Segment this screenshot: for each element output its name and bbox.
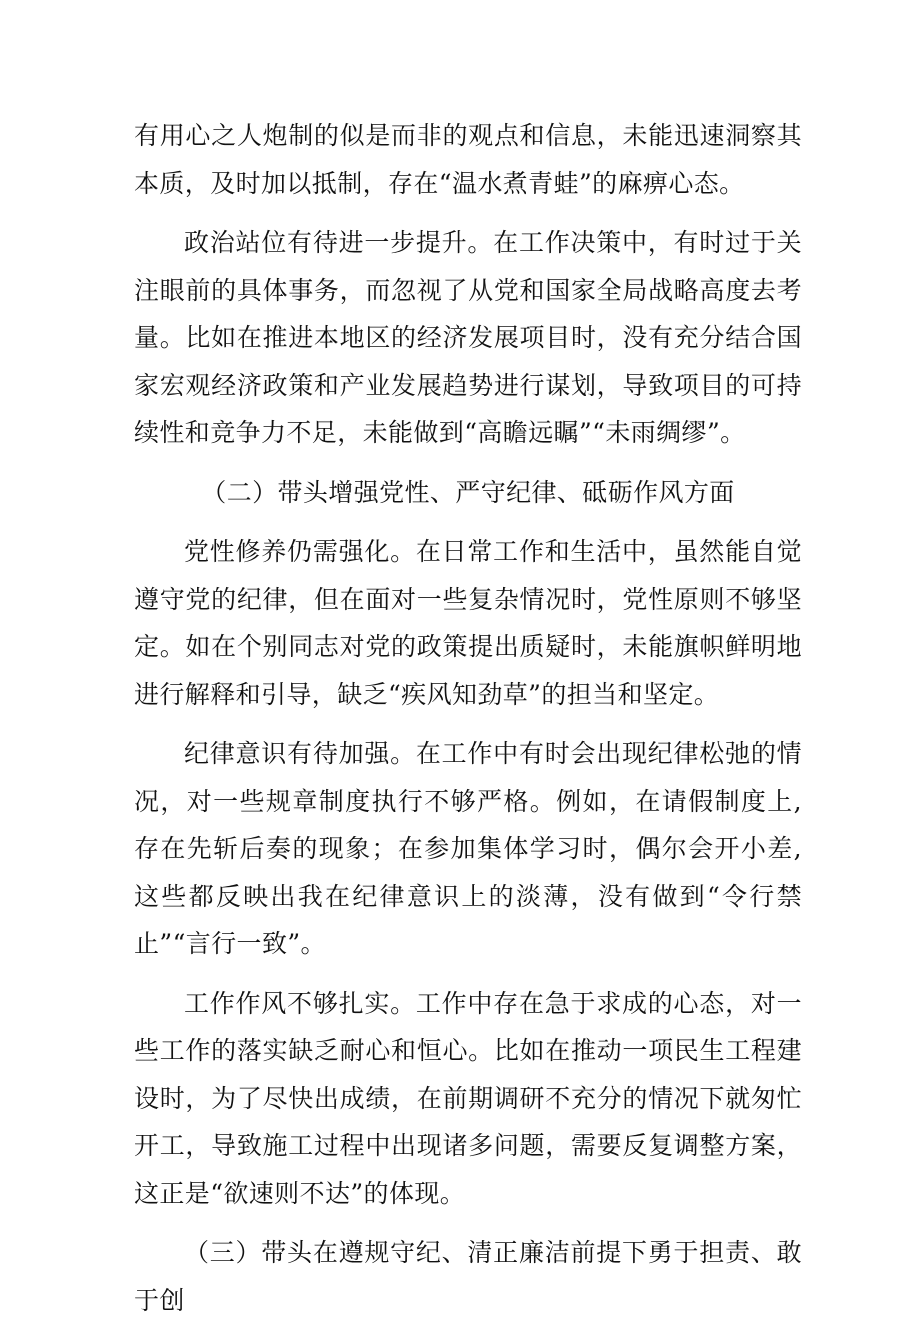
paragraph-party-spirit: 党性修养仍需强化。在日常工作和生活中，虽然能自觉遵守党的纪律，但在面对一些复杂情况时，党性原则不够坚定。如在个别同志对党的政策提出质疑时，未能旗帜鲜明地进行解释和引导，缺乏“疾风知劲草”的担当和坚定。 (134, 537, 802, 709)
document-body (134, 112, 802, 1324)
paragraph-discipline: 纪律意识有待加强。在工作中有时会出现纪律松弛的情况，对一些规章制度执行不够严格。例如，在请假制度上,存在先斩后奏的现象；在参加集体学习时，偶尔会开小差,这些都反映出我在纪律意识上的淡薄，没有做到“令行禁止”“言行一致”。 (134, 739, 802, 958)
paragraph-work-style: 工作作风不够扎实。工作中存在急于求成的心态，对一些工作的落实缺乏耐心和恒心。比如在推动一项民生工程建设时，为了尽快出成绩，在前期调研不充分的情况下就匆忙开工，导致施工过程中出现诸多问题，需要反复调整方案，这正是“欲速则不达”的体现。 (134, 988, 802, 1208)
paragraph-continuation: 有用心之人炮制的似是而非的观点和信息，未能迅速洞察其本质，及时加以抵制，存在“温水煮青蛙”的麻痹心态。 (134, 121, 802, 198)
section-heading-two: （二）带头增强党性、严守纪律、砥砺作风方面 (201, 477, 735, 507)
paragraph-political-stance: 政治站位有待进一步提升。在工作决策中，有时过于关注眼前的具体事务，而忽视了从党和国家全局战略高度去考量。比如在推进本地区的经济发展项目时，没有充分结合国家宏观经济政策和产业发展趋势进行谋划，导致项目的可持续性和竞争力不足，未能做到“高瞻远瞩”“未雨绸缪”。 (134, 228, 802, 447)
section-heading-three: （三）带头在遵规守纪、清正廉洁前提下勇于担责、敢于创 (134, 1238, 802, 1315)
